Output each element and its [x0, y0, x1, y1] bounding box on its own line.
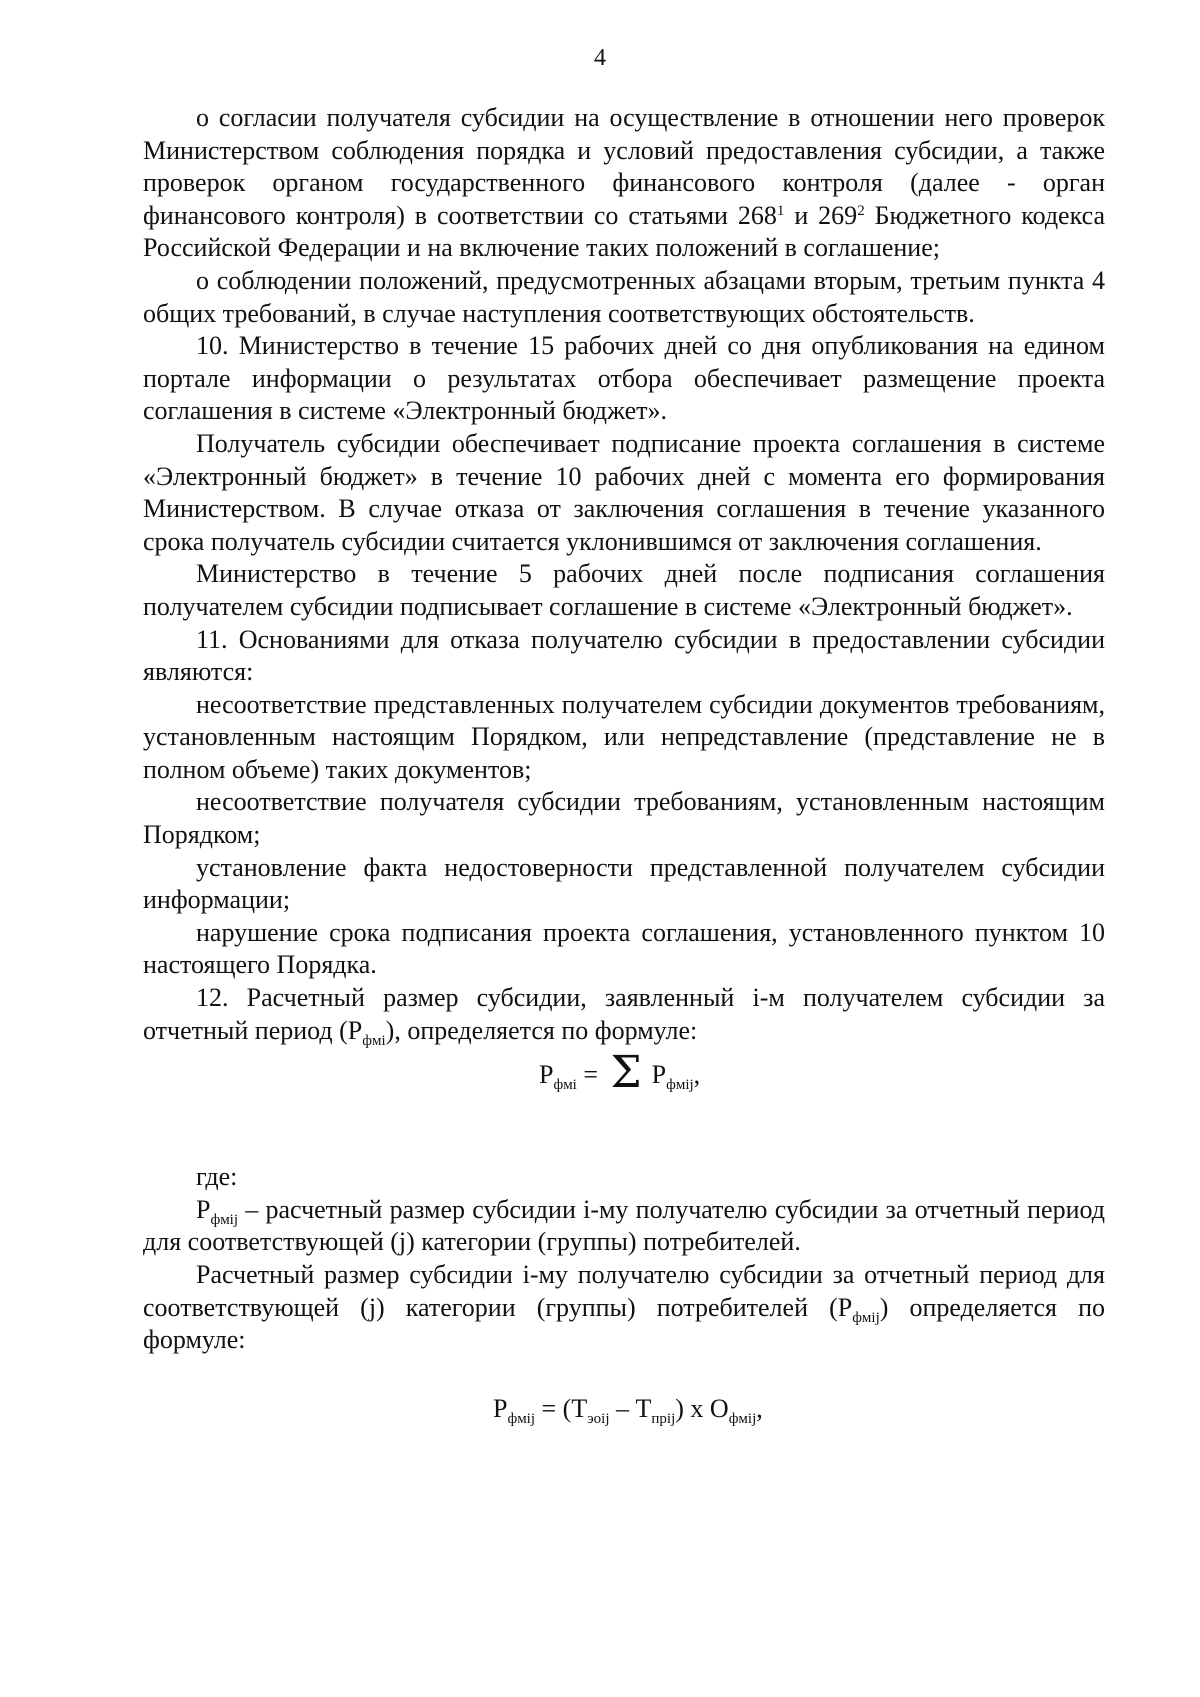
paragraph: Министерство в течение 5 рабочих дней после подписания соглашения получателем субсидии подписывает соглашение в системе «Электронный бюджет». — [143, 559, 1105, 621]
paragraph: 11. Основаниями для отказа получателю субсидии в предоставлении субсидии являются: — [143, 624, 1105, 687]
paragraph: 10. Министерство в течение 15 рабочих дней со дня опубликования на едином портале информации о результатах отбора обеспечивает размещение проекта соглашения в системе «Электронный бюджет». — [143, 331, 1105, 426]
paragraph: 12. Расчетный размер субсидии, заявленный i-м получателем субсидии за отчетный период $(Р_{фмi})$, определяется по формуле: — [143, 983, 1105, 1049]
paragraph: Расчетный размер субсидии i-му получателю субсидии за отчетный период для соответствующей (j) категории (группы) потребителей $(Р_{фмij})$ определяется по формуле: — [143, 1260, 1105, 1355]
document-body — [143, 102, 1105, 1463]
paragraph: где: — [196, 1162, 238, 1192]
page-number: 4 — [594, 45, 606, 71]
paragraph: о согласии получателя субсидии на осуществление в отношении него проверок Министерством соблюдения порядка и условий предоставления субсидии, а также проверок органом государственного финансового контроля (далее - орган финансового контроля) в соответствии со статьями $268^1$ и $269^2$ Бюджетного кодекса Российской Федерации и на включение таких положений в соглашение; — [143, 103, 1105, 263]
paragraph: Получатель субсидии обеспечивает подписание проекта соглашения в системе «Электронный бюджет» в течение 10 рабочих дней с момента его формирования Министерством. В случае отказа от заключения соглашения в течение указанного срока получатель субсидии считается уклонившимся от заключения соглашения. — [143, 428, 1105, 556]
paragraph: нарушение срока подписания проекта соглашения, установленного пунктом 10 настоящего Порядка. — [143, 917, 1105, 980]
formula-sum: $Р_{фмi} = \Sigma$ $Р_{фмij}$, — [539, 1047, 701, 1099]
sigma-symbol: Σ — [610, 1047, 642, 1099]
paragraph: несоответствие представленных получателем субсидии документов требованиям, установленным настоящим Порядком, или непредставление (представление не в полном объеме) таких документов; — [143, 689, 1105, 784]
paragraph: $Р_{фмij}$ – расчетный размер субсидии i-му получателю субсидии за отчетный период для соответствующей (j) категории (группы) потребителей. — [143, 1194, 1105, 1257]
paragraph: установление факта недостоверности представленной получателем субсидии информации; — [143, 852, 1105, 915]
paragraph: несоответствие получателя субсидии требованиям, установленным настоящим Порядком; — [143, 787, 1105, 850]
formula-product: $Р_{фмij} = (Т_{эоij} - Т_{прij})$ х $О_{фмij}$, — [493, 1393, 763, 1427]
paragraph: о соблюдении положений, предусмотренных абзацами вторым, третьим пункта 4 общих требований, в случае наступления соответствующих обстоятельств. — [143, 265, 1105, 328]
